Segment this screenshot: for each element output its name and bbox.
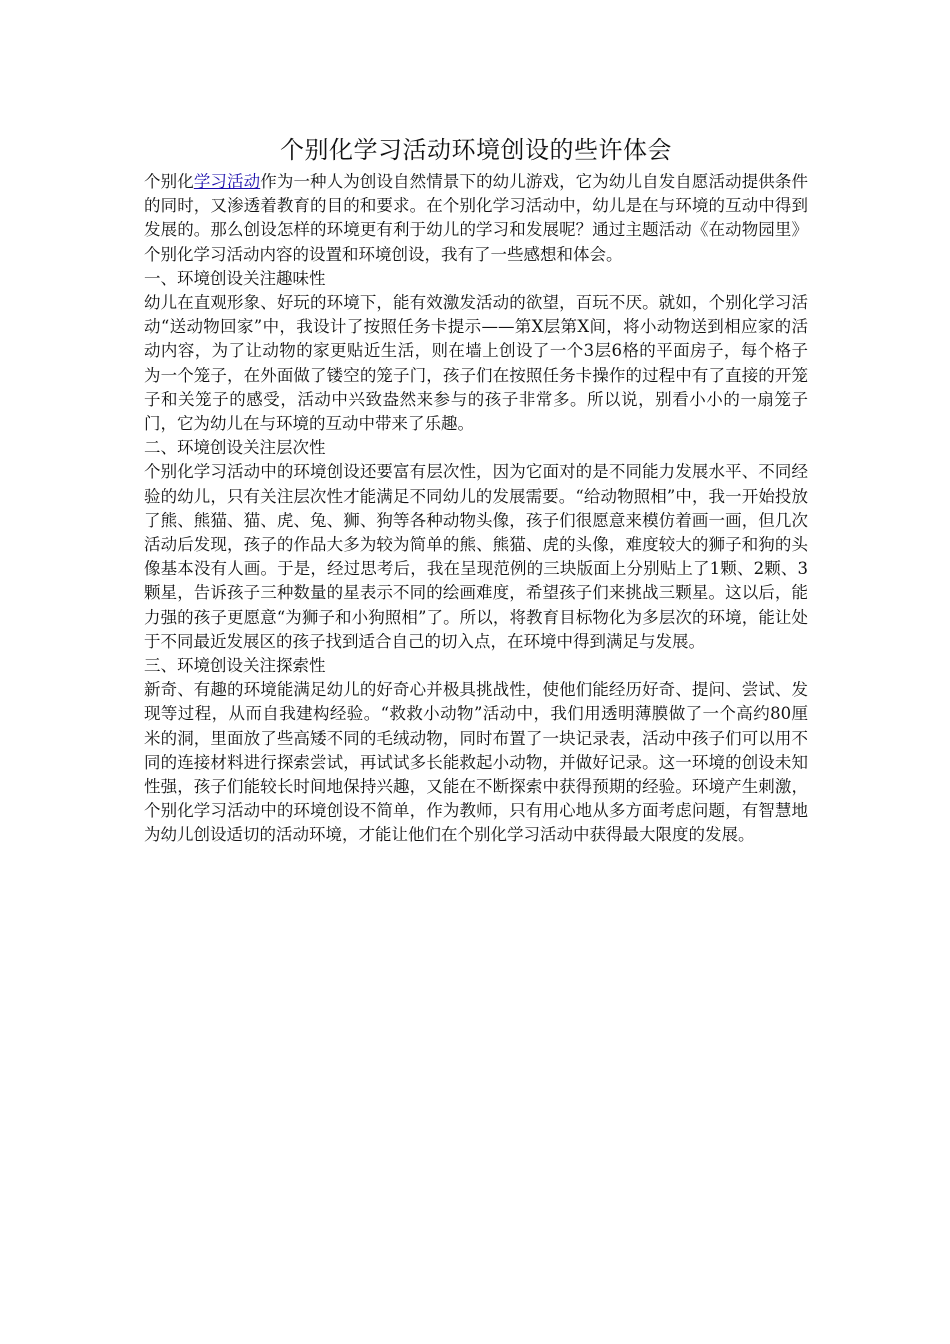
document-body <box>144 132 808 848</box>
section-body-levels: 个别化学习活动中的环境创设还要富有层次性，因为它面对的是不同能力发展水平、不同经验的幼儿，只有关注层次性才能满足不同幼儿的发展需要。“给动物照相”中，我一开始投放了熊、熊猫、猫、虎、兔、狮、狗等各种动物头像，孩子们很愿意来模仿着画一画，但几次活动后发现，孩子的作品大多为较为简单的熊、熊猫、虎的头像，难度较大的狮子和狗的头像基本没有人画。于是，经过思考后，我在呈现范例的三块版面上分别贴上了1颗、2颗、3颗星，告诉孩子三种数量的星表示不同的绘画难度，希望孩子们来挑战三颗星。这以后，能力强的孩子更愿意“为狮子和小狗照相”了。所以，将教育目标物化为多层次的环境，能让处于不同最近发展区的孩子找到适合自己的切入点，在环境中得到满足与发展。 <box>144 462 808 651</box>
intro-paragraph <box>144 170 808 267</box>
section-body-exploration: 新奇、有趣的环境能满足幼儿的好奇心并极具挑战性，使他们能经历好奇、提问、尝试、发现等过程，从而自我建构经验。“救救小动物”活动中，我们用透明薄膜做了一个高约80厘米的洞，里面放了些高矮不同的毛绒动物，同时布置了一块记录表，活动中孩子们可以用不同的连接材料进行探索尝试，再试试多长能救起小动物，并做好记录。这一环境的创设未知性强，孩子们能较长时间地保持兴趣，又能在不断探索中获得预期的经验。环境产生刺激，个别化学习活动中的环境创设不简单，作为教师，只有用心地从多方面考虑问题，有智慧地为幼儿创设适切的活动环境，才能让他们在个别化学习活动中获得最大限度的发展。 <box>144 680 808 845</box>
intro-prefix: 个别化 <box>144 172 194 191</box>
section-heading-levels: 二、环境创设关注层次性 <box>144 438 326 458</box>
learning-activity-link[interactable]: 学习活动 <box>193 172 261 191</box>
section-heading-exploration: 三、环境创设关注探索性 <box>144 656 326 676</box>
document-title: 个别化学习活动环境创设的些许体会 <box>280 136 672 164</box>
section-body-interest: 幼儿在直观形象、好玩的环境下，能有效激发活动的欲望，百玩不厌。就如，个别化学习活动“送动物回家”中，我设计了按照任务卡提示——第X层第X间，将小动物送到相应家的活动内容，为了让动物的家更贴近生活，则在墙上创设了一个3层6格的平面房子，每个格子为一个笼子，在外面做了镂空的笼子门，孩子们在按照任务卡操作的过程中有了直接的开笼子和关笼子的感受，活动中兴致盎然来参与的孩子非常多。所以说，别看小小的一扇笼子门，它为幼儿在与环境的互动中带来了乐趣。 <box>144 293 808 434</box>
section-heading-interest: 一、环境创设关注趣味性 <box>144 268 326 288</box>
intro-suffix: 作为一种人为创设自然情景下的幼儿游戏，它为幼儿自发自愿活动提供条件的同时，又渗透着教育的目的和要求。在个别化学习活动中，幼儿是在与环境的互动中得到发展的。那么创设怎样的环境更有利于幼儿的学习和发展呢？通过主题活动《在动物园里》个别化学习活动内容的设置和环境创设，我有了一些感想和体会。 <box>144 172 809 264</box>
